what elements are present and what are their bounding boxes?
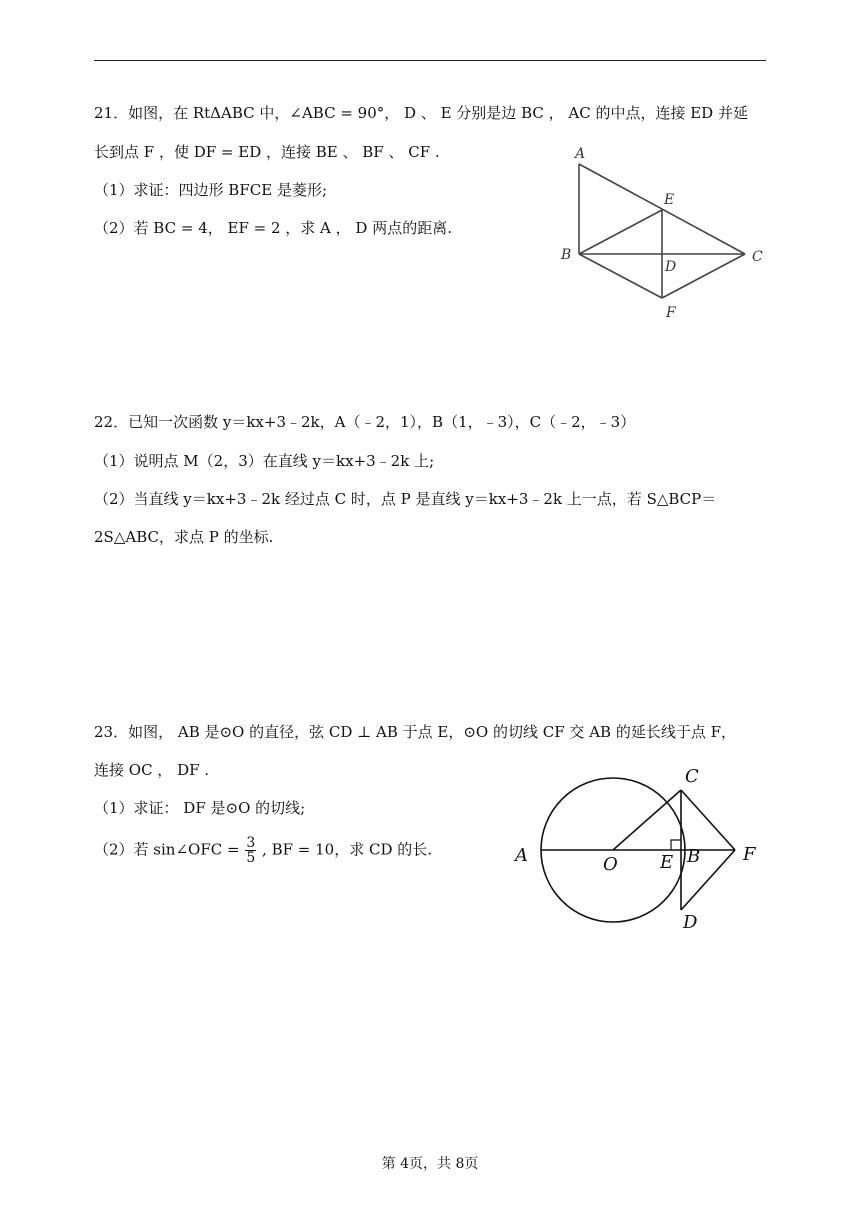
q21-label-a: A (575, 146, 586, 162)
header-rule (94, 60, 766, 61)
q23-part1: （1）求证： DF 是⊙O 的切线; (94, 799, 306, 817)
q23-stem-line2: 连接 OC ， DF . (94, 761, 210, 779)
q23-figure (505, 758, 770, 938)
q23-label-c: C (685, 766, 699, 787)
q23-right-angle-mark (671, 840, 681, 850)
q23-label-a: A (515, 845, 528, 866)
q23-stem-line1: 23．如图， AB 是⊙O 的直径，弦 CD ⊥ AB 于点 E，⊙O 的切线 CF 交 AB 的延长线于点 F， (94, 723, 736, 741)
q23-label-e: E (660, 852, 674, 873)
q23-fraction (245, 836, 256, 865)
q22-stem: 22．已知一次函数 y＝kx+3﹣2k，A（﹣2，1），B（1，﹣3），C（﹣2，﹣3） (94, 413, 636, 431)
q21-part2: （2）若 BC = 4， EF = 2 ，求 A ， D 两点的距离. (94, 219, 452, 237)
q21-stem-line2: 长到点 F ，使 DF = ED ，连接 BE 、 BF 、 CF . (94, 143, 440, 161)
q23-part2 (94, 836, 432, 865)
q21-label-f: F (666, 305, 676, 321)
q21-segment-bf (579, 254, 662, 298)
q21-label-d: D (665, 259, 677, 275)
q22-part1: （1）说明点 M（2，3）在直线 y＝kx+3﹣2k 上; (94, 452, 435, 470)
q21-part1: （1）求证：四边形 BFCE 是菱形; (94, 181, 327, 199)
q21-label-e: E (664, 192, 675, 208)
q23-segment-cf (681, 790, 735, 850)
q21-label-b: B (561, 247, 572, 263)
q21-figure (555, 140, 775, 325)
q23-part2-prefix: （2）若 sin∠OFC = (94, 840, 240, 859)
q22-part2-line2: 2S△ABC，求点 P 的坐标. (94, 528, 274, 546)
page-footer: 第 4页，共 8页 (381, 1156, 479, 1172)
q23-label-f: F (743, 844, 756, 865)
q23-label-b: B (687, 846, 701, 867)
q23-label-o: O (603, 854, 618, 875)
q21-label-c: C (752, 249, 763, 265)
q23-fraction-denominator: 5 (246, 850, 256, 866)
q22-part2-line1: （2）当直线 y＝kx+3﹣2k 经过点 C 时，点 P 是直线 y＝kx+3﹣2k 上一点，若 S△BCP＝ (94, 490, 717, 508)
q23-part2-suffix: , BF = 10，求 CD 的长. (262, 840, 433, 859)
q23-fraction-numerator: 3 (246, 835, 256, 851)
q23-label-d: D (683, 912, 698, 933)
q21-segment-be (579, 210, 662, 254)
q21-stem-line1: 21．如图，在 RtΔABC 中，∠ABC = 90°， D 、 E 分别是边 BC ， AC 的中点，连接 ED 并延 (94, 104, 748, 122)
